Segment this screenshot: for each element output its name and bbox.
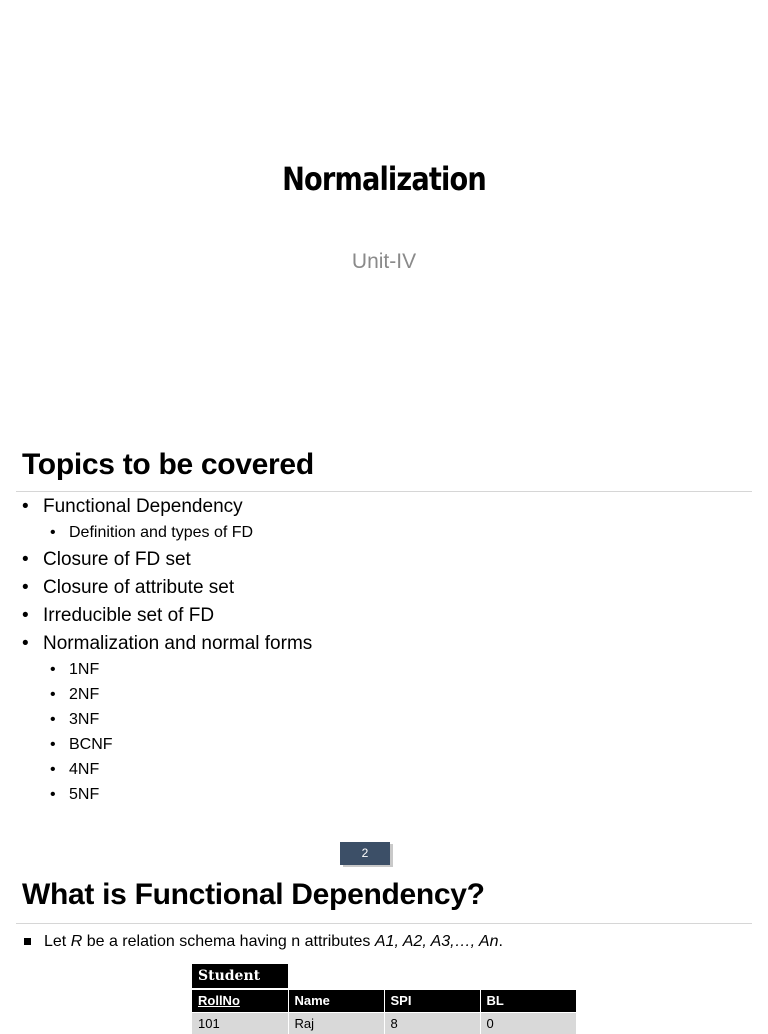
topic-item: • Normalization and normal forms xyxy=(22,634,312,653)
subtopic-item: • 1NF xyxy=(22,662,312,678)
subtopic-item: • 5NF xyxy=(22,787,312,803)
para-suffix: . xyxy=(498,933,503,950)
table-body xyxy=(192,1012,576,1034)
table-cell: 101 xyxy=(192,1012,288,1034)
slide-subtitle: Unit-IV xyxy=(351,250,417,273)
title-slide xyxy=(0,0,768,410)
subtopic-item: • 4NF xyxy=(22,762,312,778)
subtopic-item: • 3NF xyxy=(22,712,312,728)
table-caption: Student xyxy=(192,964,288,988)
topic-item: • Closure of FD set xyxy=(22,550,312,569)
topic-item: • Functional Dependency xyxy=(22,497,312,516)
page-number-badge: 2 xyxy=(340,842,390,865)
table-cell: 8 xyxy=(384,1012,480,1034)
table-header-row xyxy=(192,990,576,1012)
subtopic-item: • 2NF xyxy=(22,687,312,703)
column-header: RollNo xyxy=(192,990,288,1012)
heading-divider xyxy=(16,923,752,924)
topics-slide xyxy=(0,440,768,870)
column-header: SPI xyxy=(384,990,480,1012)
subtopic-item: • BCNF xyxy=(22,737,312,753)
table-cell: Raj xyxy=(288,1012,384,1034)
table-cell: 0 xyxy=(480,1012,576,1034)
topics-list xyxy=(22,496,312,803)
column-header: Name xyxy=(288,990,384,1012)
para-prefix: Let xyxy=(44,933,71,950)
para-var-r: R xyxy=(70,933,83,950)
fd-heading: What is Functional Dependency? xyxy=(22,878,485,911)
table-row xyxy=(192,1012,576,1034)
square-bullet-icon xyxy=(24,938,31,945)
topics-heading: Topics to be covered xyxy=(22,448,314,481)
subtopic-item: • Definition and types of FD xyxy=(22,525,312,541)
para-attrs: A1, A2, A3,…, An xyxy=(374,933,499,950)
fd-slide xyxy=(0,872,768,1031)
fd-definition-bullet xyxy=(22,933,503,951)
student-data-table xyxy=(192,990,577,1034)
column-header: BL xyxy=(480,990,576,1012)
slide-title: Normalization xyxy=(282,160,486,198)
topic-item: • Irreducible set of FD xyxy=(22,606,312,625)
heading-divider xyxy=(16,491,752,492)
topic-item: • Closure of attribute set xyxy=(22,578,312,597)
para-middle: be a relation schema having n attributes xyxy=(82,933,375,950)
